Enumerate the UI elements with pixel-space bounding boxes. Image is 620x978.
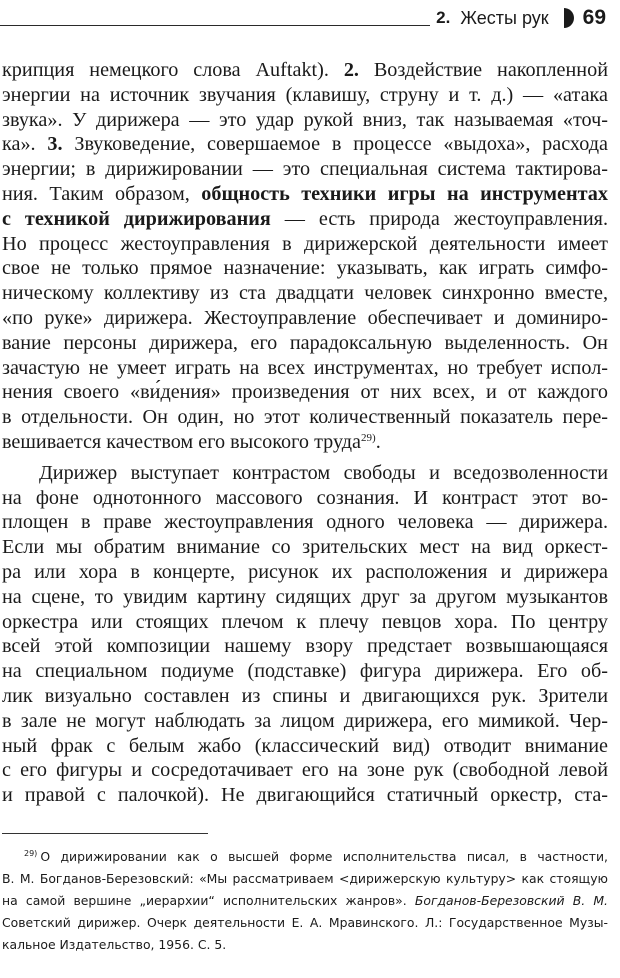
text-line: ническому коллективу из ста двадцати человек синхронно вместе,: [2, 282, 608, 305]
running-header: [436, 3, 606, 33]
text-line: нения своего «ви́дения» произведения от них всех, и от каждого: [2, 381, 608, 404]
footnote: [2, 846, 608, 956]
half-circle-marker-icon: [563, 7, 575, 29]
footnote-marker: 29): [24, 849, 38, 858]
footnote-rule: [2, 833, 208, 834]
text-line: на сцене, то увидим картину сидящих друг за другом музыкантов: [2, 585, 608, 608]
text-line: ный фрак с белым жабо (классический вид) отводит внимание: [2, 734, 608, 757]
text-line: ра или хора в концерте, рисунок их расположения и дирижера: [2, 560, 608, 583]
text-line: свое не только прямое назначение: указывать, как играть симфо-: [2, 257, 608, 280]
text-line: крипция немецкого слова Auftakt). 2. Воздействие накопленной: [2, 59, 608, 81]
paragraph-first-line: Дирижер выступает контрастом свободы и вседозволенности: [39, 461, 608, 484]
text-line: на фоне однотонного массового сознания. И контраст этот во-: [2, 486, 608, 509]
text-line: площен в праве жестоуправления одного человека — дирижера.: [2, 511, 608, 534]
text-line: с техникой дирижирования — есть природа жестоуправления.: [2, 207, 608, 230]
text-line: лик визуально составлен из спины и двигающихся рук. Зрители: [2, 684, 608, 707]
text-line: энергии; в дирижировании — это специальная система тактирова-: [2, 158, 608, 181]
text-line: в отдельности. Он один, но этот количественный показатель пере-: [2, 406, 608, 429]
text-line: ния. Таким образом, общность техники игры на инструментах: [2, 182, 608, 205]
text-line: всей этой композиции нашему взору предстает возвышающаяся: [2, 635, 608, 658]
footnote-line: $^{29)}$ О дирижировании как о высшей форме исполнительства писал, в частности,: [24, 849, 608, 864]
footnote-line: Советский дирижер. Очерк деятельности Е. А. Мравинского. Л.: Государственное Музы-: [2, 915, 608, 930]
text-line: зачастую не умеет играть на всех инструментах, но требует испол-: [2, 356, 608, 379]
text-line: на специальном подиуме (подставке) фигура дирижера. Его об-: [2, 660, 608, 683]
text-line: Если мы обратим внимание со зрительских мест на вид оркест-: [2, 536, 608, 559]
footnote-reference: 29): [361, 431, 376, 444]
text-line: вание персоны дирижера, его парадоксальную выделенность. Он: [2, 331, 608, 354]
footnote-line: на самой вершине „иерархии“ исполнительских жанров». Богданов-Березовский В. М.: [2, 893, 608, 908]
text-line: звука». У дирижера — это удар рукой вниз, так называемая «точ-: [2, 108, 608, 131]
text-line: вешивается качеством его высокого труда$^{29)}$.: [2, 430, 381, 453]
text-line: ка». 3. Звуковедение, совершаемое в процессе «выдоха», расхода: [2, 133, 608, 156]
chapter-number: 2.: [436, 8, 451, 27]
body-text: [2, 58, 608, 808]
chapter-title: Жесты рук: [460, 7, 549, 28]
text-line: в зале не могут наблюдать за лицом дирижера, его мимикой. Чер-: [2, 709, 608, 732]
page-number: 69: [582, 6, 606, 29]
text-line: энергии на источник звучания (клавишу, струну и т. д.) — «атака: [2, 83, 608, 106]
text-line: оркестра или стоящих плечом к плечу певцов хора. По центру: [2, 610, 608, 633]
text-line: с его фигуры и сосредотачивает его на зоне рук (свободной левой: [2, 759, 608, 782]
text-line: «по руке» дирижера. Жестоуправление обеспечивает и доминиро-: [2, 306, 608, 329]
footnote-line: кальное Издательство, 1956. С. 5.: [2, 937, 227, 952]
footnote-line: В. М. Богданов-Березовский: «Мы рассматриваем <дирижерскую культуру> как стоящую: [2, 871, 608, 886]
header-rule: [0, 25, 430, 26]
text-line: Но процесс жестоуправления в дирижерской деятельности имеет: [2, 232, 608, 255]
text-line: и правой с палочкой). Не двигающийся статичный оркестр, ста-: [2, 784, 608, 807]
